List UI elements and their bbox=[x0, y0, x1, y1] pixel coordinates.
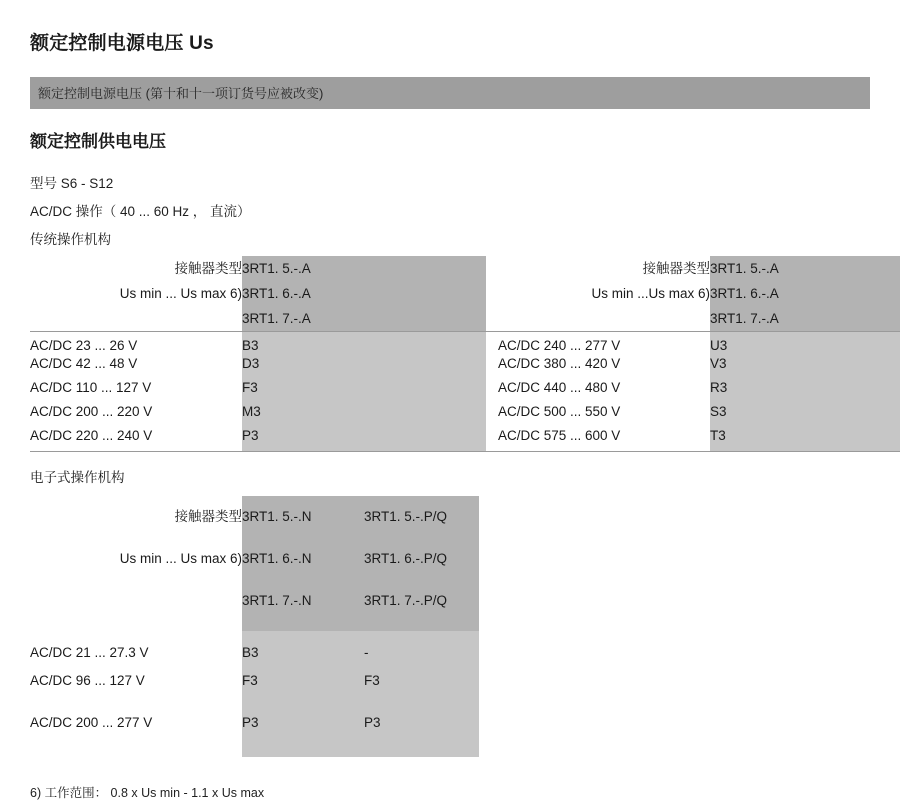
left-voltage: AC/DC 110 ... 127 V bbox=[30, 380, 242, 404]
left-code: B3 bbox=[242, 332, 486, 356]
operation-line: AC/DC 操作（ 40 ... 60 Hz ， 直流） bbox=[30, 204, 251, 219]
table-row bbox=[30, 356, 900, 380]
section-subtitle: 额定控制供电电压 bbox=[30, 132, 166, 151]
column-gap bbox=[486, 356, 498, 380]
table-row bbox=[30, 428, 900, 452]
table-row bbox=[30, 404, 900, 428]
table-row bbox=[30, 673, 479, 715]
electronic-mechanism-label: 电子式操作机构 bbox=[30, 470, 125, 485]
left-type-1: 3RT1. 5.-.A bbox=[242, 261, 311, 276]
column-gap bbox=[486, 256, 498, 332]
right-voltage: AC/DC 240 ... 277 V bbox=[498, 332, 710, 356]
right-header-types bbox=[710, 256, 900, 332]
electronic-voltage: AC/DC 96 ... 127 V bbox=[30, 673, 145, 688]
right-type-1: 3RT1. 5.-.A bbox=[710, 261, 779, 276]
electronic-code-n: B3 bbox=[242, 631, 364, 673]
column-gap bbox=[486, 332, 498, 356]
column-gap bbox=[486, 428, 498, 452]
electronic-code-n: F3 bbox=[242, 673, 364, 715]
left-header-types bbox=[242, 256, 486, 332]
page-title: 额定控制电源电压 Us bbox=[30, 33, 214, 54]
traditional-voltage-table bbox=[30, 256, 900, 452]
left-voltage: AC/DC 220 ... 240 V bbox=[30, 428, 242, 452]
left-code: P3 bbox=[242, 428, 486, 452]
electronic-type-pq-1: 3RT1. 5.-.P/Q bbox=[364, 509, 448, 524]
right-code: V3 bbox=[710, 356, 900, 380]
left-type-3: 3RT1. 7.-.A bbox=[242, 311, 311, 326]
electronic-voltage-table bbox=[30, 496, 479, 757]
electronic-type-n-1: 3RT1. 5.-.N bbox=[242, 509, 312, 524]
electronic-voltage: AC/DC 200 ... 277 V bbox=[30, 715, 153, 730]
right-voltage: AC/DC 440 ... 480 V bbox=[498, 380, 710, 404]
electronic-header-label-line2: Us min ... Us max 6) bbox=[119, 551, 242, 566]
right-code: R3 bbox=[710, 380, 900, 404]
electronic-header-types-n bbox=[242, 496, 364, 631]
right-voltage: AC/DC 575 ... 600 V bbox=[498, 428, 710, 452]
electronic-code-n: P3 bbox=[242, 715, 364, 757]
electronic-type-pq-2: 3RT1. 6.-.P/Q bbox=[364, 551, 448, 566]
electronic-type-n-3: 3RT1. 7.-.N bbox=[242, 593, 312, 608]
column-gap bbox=[486, 404, 498, 428]
footnote: 6) 工作范围： 0.8 x Us min - 1.1 x Us max bbox=[30, 786, 265, 800]
right-voltage: AC/DC 500 ... 550 V bbox=[498, 404, 710, 428]
electronic-header-label bbox=[30, 496, 242, 631]
model-line: 型号 S6 - S12 bbox=[30, 176, 114, 191]
left-voltage: AC/DC 42 ... 48 V bbox=[30, 356, 242, 380]
electronic-header-label-line1: 接触器类型 bbox=[174, 509, 242, 524]
left-header-label-line1: 接触器类型 bbox=[174, 261, 242, 276]
table-row bbox=[30, 332, 900, 356]
left-code: D3 bbox=[242, 356, 486, 380]
table-header-row bbox=[30, 256, 900, 332]
table-row bbox=[30, 631, 479, 673]
left-code: M3 bbox=[242, 404, 486, 428]
table-row bbox=[30, 715, 479, 757]
right-code: U3 bbox=[710, 332, 900, 356]
electronic-header-types-pq bbox=[364, 496, 479, 631]
electronic-code-pq: - bbox=[364, 631, 479, 673]
electronic-code-pq: F3 bbox=[364, 673, 479, 715]
column-gap bbox=[486, 380, 498, 404]
electronic-voltage: AC/DC 21 ... 27.3 V bbox=[30, 645, 149, 660]
left-header-label bbox=[30, 256, 242, 332]
right-code: S3 bbox=[710, 404, 900, 428]
left-voltage: AC/DC 200 ... 220 V bbox=[30, 404, 242, 428]
right-type-2: 3RT1. 6.-.A bbox=[710, 286, 779, 301]
right-type-3: 3RT1. 7.-.A bbox=[710, 311, 779, 326]
right-voltage: AC/DC 380 ... 420 V bbox=[498, 356, 710, 380]
table-row bbox=[30, 380, 900, 404]
table-header-row bbox=[30, 496, 479, 631]
right-code: T3 bbox=[710, 428, 900, 452]
electronic-type-n-2: 3RT1. 6.-.N bbox=[242, 551, 312, 566]
left-header-label-line2: Us min ... Us max 6) bbox=[119, 286, 242, 301]
right-header-label-line1: 接触器类型 bbox=[642, 261, 710, 276]
traditional-mechanism-label: 传统操作机构 bbox=[30, 232, 111, 247]
electronic-type-pq-3: 3RT1. 7.-.P/Q bbox=[364, 593, 448, 608]
left-type-2: 3RT1. 6.-.A bbox=[242, 286, 311, 301]
right-header-label bbox=[498, 256, 710, 332]
right-header-label-line2: Us min ...Us max 6) bbox=[591, 286, 710, 301]
left-code: F3 bbox=[242, 380, 486, 404]
left-voltage: AC/DC 23 ... 26 V bbox=[30, 332, 242, 356]
electronic-code-pq: P3 bbox=[364, 715, 479, 757]
notice-bar: 额定控制电源电压 (第十和十一项订货号应被改变) bbox=[30, 77, 870, 109]
